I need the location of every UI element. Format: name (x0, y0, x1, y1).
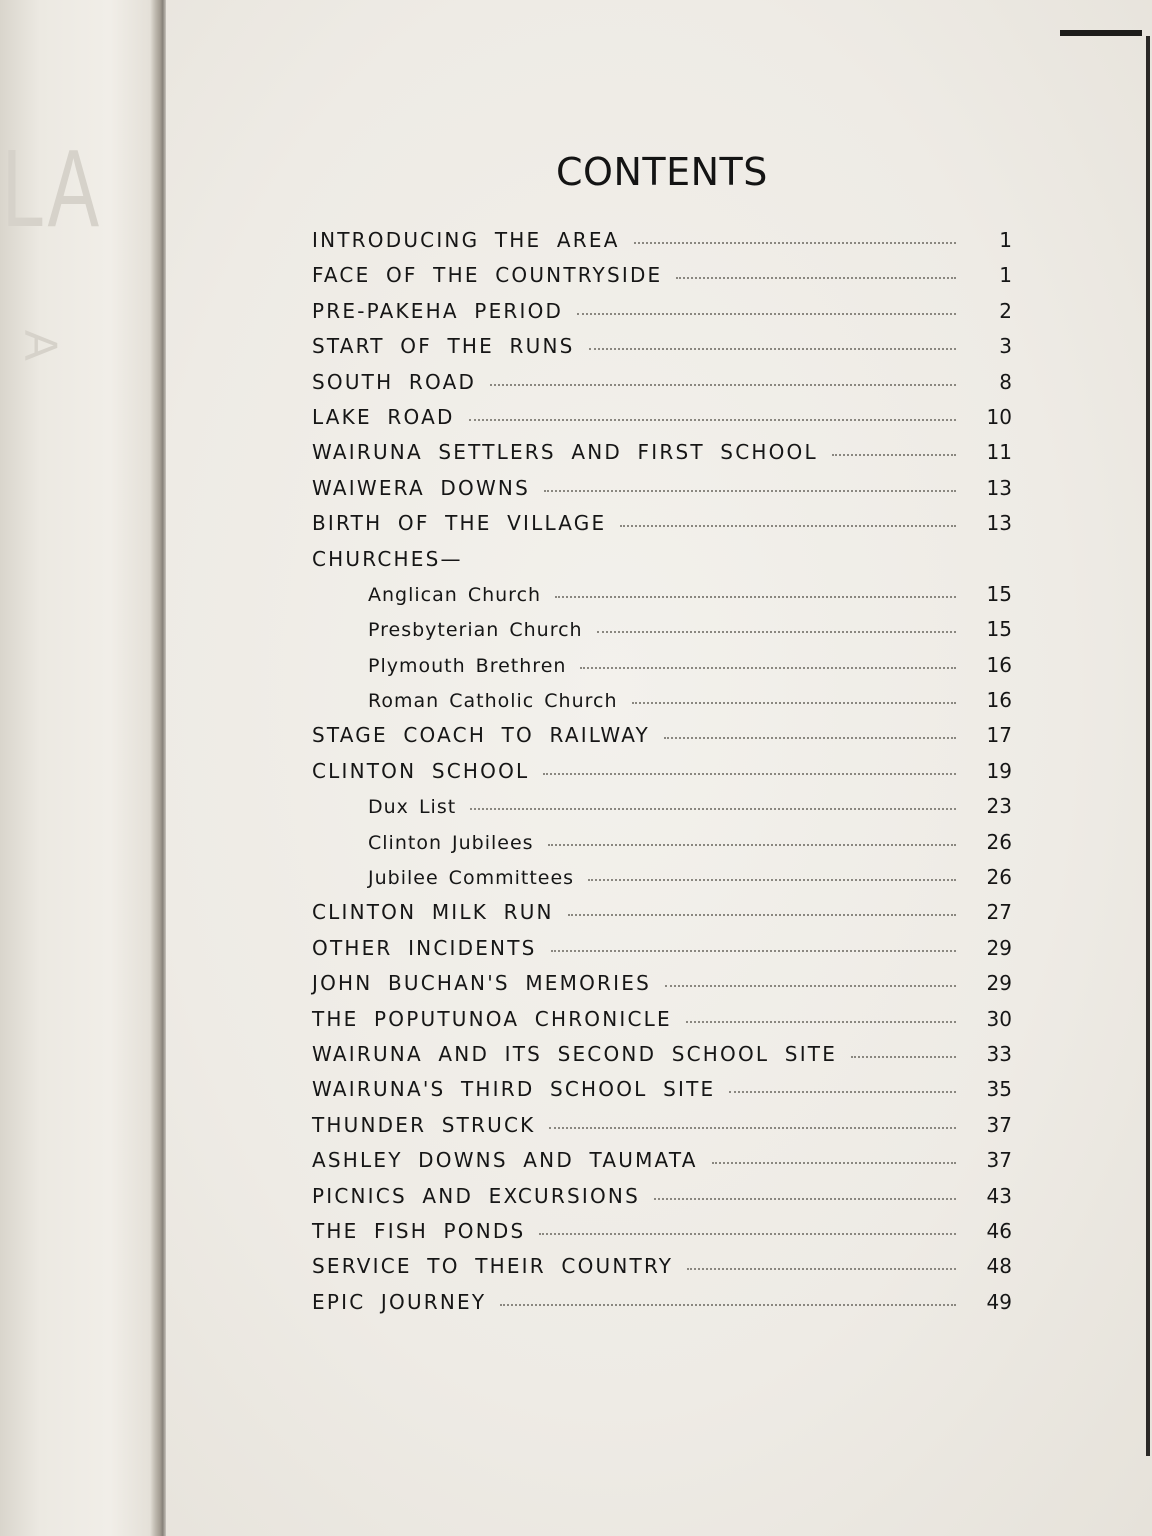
toc-entry-title: CHURCHES— (312, 546, 463, 571)
toc-entry (312, 1077, 1030, 1112)
toc-entry (312, 1254, 1030, 1289)
toc-entry (312, 1113, 1030, 1148)
toc-entry-title: Dux List (368, 796, 457, 819)
toc-entry (312, 617, 1030, 652)
toc-page-number: 15 (986, 617, 1012, 642)
toc-entry-title: FACE OF THE COUNTRYSIDE (312, 263, 663, 288)
toc-entry (312, 1219, 1030, 1254)
toc-entry (312, 370, 1030, 405)
dot-leader (676, 277, 956, 279)
dot-leader (551, 950, 956, 952)
dot-leader (500, 1304, 956, 1306)
toc-entry (312, 653, 1030, 688)
toc-entry (312, 405, 1030, 440)
dot-leader (543, 773, 956, 775)
toc-entry-title: THUNDER STRUCK (312, 1112, 536, 1137)
toc-entry-title: Anglican Church (368, 583, 542, 606)
toc-entry (312, 511, 1030, 546)
dot-leader (832, 454, 956, 456)
toc-entry (312, 830, 1030, 865)
toc-entry (312, 440, 1030, 475)
toc-entry-title: Plymouth Brethren (368, 654, 567, 677)
toc-entry (312, 865, 1030, 900)
toc-page-number: 26 (986, 865, 1012, 890)
toc-page-number: 43 (986, 1183, 1012, 1208)
toc-page-number: 23 (986, 794, 1012, 819)
toc-entry (312, 971, 1030, 1006)
toc-entry-title: PICNICS AND EXCURSIONS (312, 1183, 640, 1208)
back-cover-edge-line (1146, 36, 1150, 1456)
dot-leader (620, 525, 956, 527)
toc-entry (312, 794, 1030, 829)
toc-entry (312, 1184, 1030, 1219)
toc-page-number: 16 (986, 652, 1012, 677)
toc-page-number: 33 (986, 1041, 1012, 1066)
toc-page-number: 26 (986, 829, 1012, 854)
toc-page-number: 37 (986, 1112, 1012, 1137)
toc-page-number: 17 (986, 723, 1012, 748)
toc-entry (312, 334, 1030, 369)
dot-leader (634, 242, 956, 244)
toc-page-number: 30 (986, 1006, 1012, 1031)
toc-page-number: 2 (999, 298, 1012, 323)
dot-leader (665, 985, 956, 987)
toc-entry-title: PRE-PAKEHA PERIOD (312, 298, 564, 323)
toc-page-number: 19 (986, 758, 1012, 783)
dot-leader (654, 1198, 956, 1200)
toc-page-number: 48 (986, 1254, 1012, 1279)
toc-entry-title: THE POPUTUNOA CHRONICLE (312, 1006, 672, 1031)
dot-leader (555, 596, 956, 598)
toc-entry-title: CLINTON SCHOOL (312, 758, 530, 783)
toc-entry-title: WAIRUNA SETTLERS AND FIRST SCHOOL (312, 440, 818, 465)
dot-leader (470, 808, 956, 810)
toc-entry-title: Roman Catholic Church (368, 690, 618, 713)
toc-entry (312, 582, 1030, 617)
toc-entry-title: EPIC JOURNEY (312, 1289, 487, 1314)
back-cover-edge (1060, 30, 1142, 36)
dot-leader (568, 914, 956, 916)
dot-leader (588, 879, 956, 881)
toc-page-number: 11 (986, 440, 1012, 465)
toc-page-number: 49 (986, 1289, 1012, 1314)
toc-page-number: 15 (986, 581, 1012, 606)
toc-page-number: 1 (999, 228, 1012, 252)
toc-entry-title: JOHN BUCHAN'S MEMORIES (312, 971, 651, 996)
toc-entry (312, 1290, 1030, 1325)
dot-leader (687, 1268, 956, 1270)
toc-page-number: 10 (986, 404, 1012, 429)
toc-entry (312, 299, 1030, 334)
dot-leader (490, 384, 956, 386)
dot-leader (686, 1021, 956, 1023)
toc-entry-title: START OF THE RUNS (312, 334, 575, 359)
toc-page-number: 1 (999, 263, 1012, 288)
toc-page-number: 35 (986, 1077, 1012, 1102)
dot-leader (597, 631, 956, 633)
dot-leader (664, 737, 956, 739)
toc-entry-title: STAGE COACH TO RAILWAY (312, 723, 650, 748)
toc-entry (312, 476, 1030, 511)
page-title: CONTENTS (556, 150, 768, 194)
toc-entry-title: ASHLEY DOWNS AND TAUMATA (312, 1148, 698, 1173)
toc-entry-title: Jubilee Committees (368, 867, 575, 890)
toc-entry (312, 759, 1030, 794)
toc-page-number: 37 (986, 1148, 1012, 1173)
toc-page-number: 29 (986, 971, 1012, 996)
toc-page-number: 27 (986, 900, 1012, 925)
left-page (0, 0, 160, 1536)
toc-entry (312, 900, 1030, 935)
toc-entry-title: SOUTH ROAD (312, 369, 477, 394)
toc-entry (312, 1042, 1030, 1077)
toc-entry-title: CLINTON MILK RUN (312, 900, 554, 925)
toc-entry (312, 228, 1030, 263)
toc-entry-title: WAIRUNA AND ITS SECOND SCHOOL SITE (312, 1041, 838, 1066)
dot-leader (577, 313, 956, 315)
dot-leader (632, 702, 956, 704)
dot-leader (851, 1056, 956, 1058)
table-of-contents (312, 228, 1030, 1325)
toc-entry-title: OTHER INCIDENTS (312, 935, 537, 960)
toc-entry-title: INTRODUCING THE AREA (312, 228, 620, 252)
dot-leader (712, 1162, 956, 1164)
toc-entry-title: Presbyterian Church (368, 619, 583, 642)
dot-leader (580, 667, 956, 669)
bleed-through-lettering: LA (2, 127, 102, 250)
toc-entry-title: WAIWERA DOWNS (312, 475, 530, 500)
toc-page-number: 13 (986, 511, 1012, 536)
toc-page-number: 29 (986, 935, 1012, 960)
dot-leader (548, 844, 956, 846)
toc-entry-title: BIRTH OF THE VILLAGE (312, 511, 607, 536)
toc-entry (312, 688, 1030, 723)
dot-leader (729, 1091, 956, 1093)
bleed-through-lettering: A (15, 330, 67, 361)
toc-entry (312, 1007, 1030, 1042)
toc-entry (312, 723, 1030, 758)
toc-entry (312, 547, 1030, 582)
toc-page-number: 46 (986, 1218, 1012, 1243)
toc-entry-title: WAIRUNA'S THIRD SCHOOL SITE (312, 1077, 716, 1102)
dot-leader (544, 490, 956, 492)
dot-leader (539, 1233, 956, 1235)
toc-entry-title: Clinton Jubilees (368, 831, 534, 854)
dot-leader (549, 1127, 956, 1129)
toc-entry-title: LAKE ROAD (312, 404, 455, 429)
toc-page-number: 8 (999, 369, 1012, 394)
toc-entry-title: THE FISH PONDS (312, 1218, 526, 1243)
toc-entry (312, 1148, 1030, 1183)
toc-page-number: 16 (986, 688, 1012, 713)
toc-entry (312, 936, 1030, 971)
dot-leader (469, 419, 956, 421)
dot-leader (589, 348, 956, 350)
toc-page-number: 13 (986, 475, 1012, 500)
toc-entry-title: SERVICE TO THEIR COUNTRY (312, 1254, 674, 1279)
toc-page-number: 3 (999, 334, 1012, 359)
toc-entry (312, 263, 1030, 298)
